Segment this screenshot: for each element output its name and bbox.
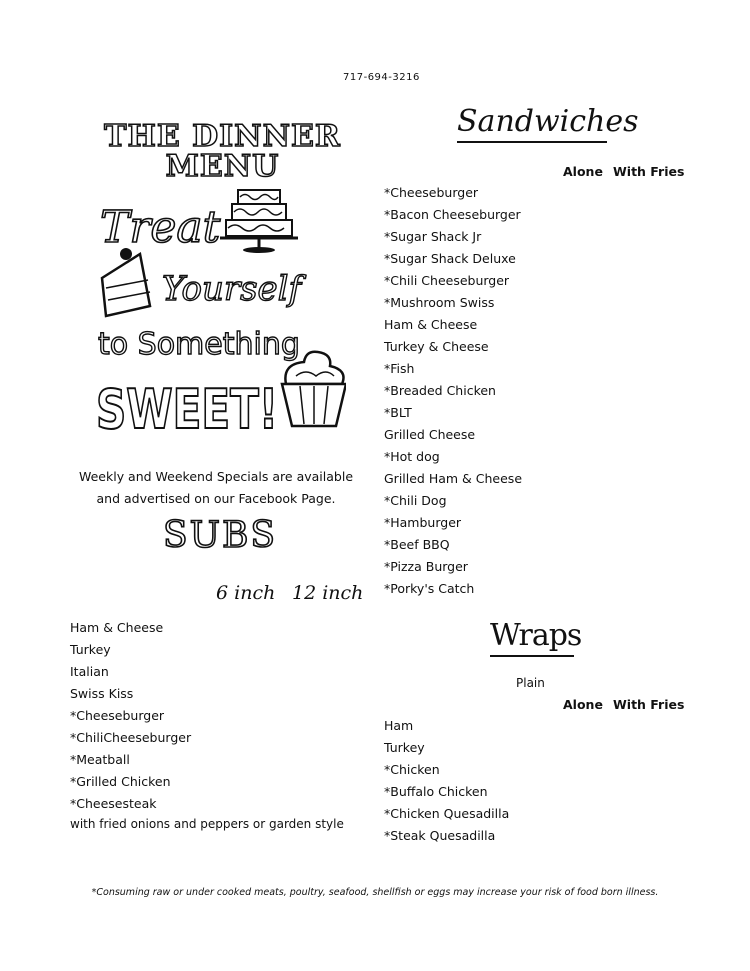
item-name: *Fish [384,361,415,376]
item-name: *Chicken Quesadilla [384,806,510,821]
item-name: Swiss Kiss [70,686,134,701]
item-name: *Mushroom Swiss [384,295,495,310]
item-name: Ham & Cheese [384,317,478,332]
art-word-treat: Treat [100,202,221,253]
item-name: *Cheeseburger [384,185,479,200]
item-name: *Breaded Chicken [384,383,496,398]
specials-line-1: Weekly and Weekend Specials are available [78,469,354,484]
cupcake-icon [282,352,346,426]
phone-number: 717-694-3216 [343,72,420,83]
item-name: *Pizza Burger [384,559,468,574]
item-name: *Sugar Shack Jr [384,229,482,244]
item-name: *Cheesesteak [70,796,157,811]
sandwiches-col-fries: With Fries [613,164,685,179]
art-words-to-something: to Something [98,327,300,362]
item-name: Ham & Cheese [70,620,164,635]
item-name: *ChiliCheeseburger [70,730,192,745]
sandwiches-col-alone: Alone [563,164,603,179]
art-word-yourself: Yourself [162,269,302,309]
item-name: *Cheeseburger [70,708,165,723]
wraps-col-fries: With Fries [613,697,685,712]
wraps-heading: Wraps [490,618,574,657]
treat-yourself-artwork [96,188,346,460]
item-name: Grilled Ham & Cheese [384,471,523,486]
item-name: *Steak Quesadilla [384,828,496,843]
item-name: Turkey [384,740,425,755]
wraps-col-alone: Alone [563,697,603,712]
specials-line-2: and advertised on our Facebook Page. [96,491,336,506]
subs-note: with fried onions and peppers or garden style [70,817,344,831]
subs-heading: SUBS [162,515,278,556]
item-name: *Hot dog [384,449,440,464]
subs-col-12inch: 12 inch [292,582,364,604]
sandwiches-heading: Sandwiches [457,104,607,143]
item-name: Grilled Cheese [384,427,476,442]
item-name: *Grilled Chicken [70,774,171,789]
item-name: Turkey & Cheese [384,339,489,354]
item-name: *Chili Dog [384,493,447,508]
item-name: *Buffalo Chicken [384,784,488,799]
food-safety-disclaimer: *Consuming raw or under cooked meats, poultry, seafood, shellfish or eggs may increase your risk of food born illness. [91,887,659,898]
menu-title-line-1: THE DINNER [104,119,341,154]
menu-title [100,119,345,184]
menu-title-line-2: MENU [165,149,280,184]
wraps-plain-label: Plain [516,676,545,690]
specials-notice [62,466,370,510]
cake-icon [220,190,298,253]
subs-col-6inch: 6 inch [216,582,276,604]
item-name: *Chili Cheeseburger [384,273,510,288]
item-name: *Meatball [70,752,130,767]
item-name: Italian [70,664,109,679]
item-name: *Chicken [384,762,440,777]
item-name: *Porky's Catch [384,581,475,596]
item-name: *Sugar Shack Deluxe [384,251,516,266]
item-name: *BLT [384,405,412,420]
item-name: *Bacon Cheeseburger [384,207,521,222]
item-name: *Beef BBQ [384,537,450,552]
pie-slice-icon [102,248,150,316]
item-name: Ham [384,718,414,733]
art-word-sweet: SWEET! [96,378,278,441]
item-name: Turkey [70,642,111,657]
item-name: *Hamburger [384,515,462,530]
